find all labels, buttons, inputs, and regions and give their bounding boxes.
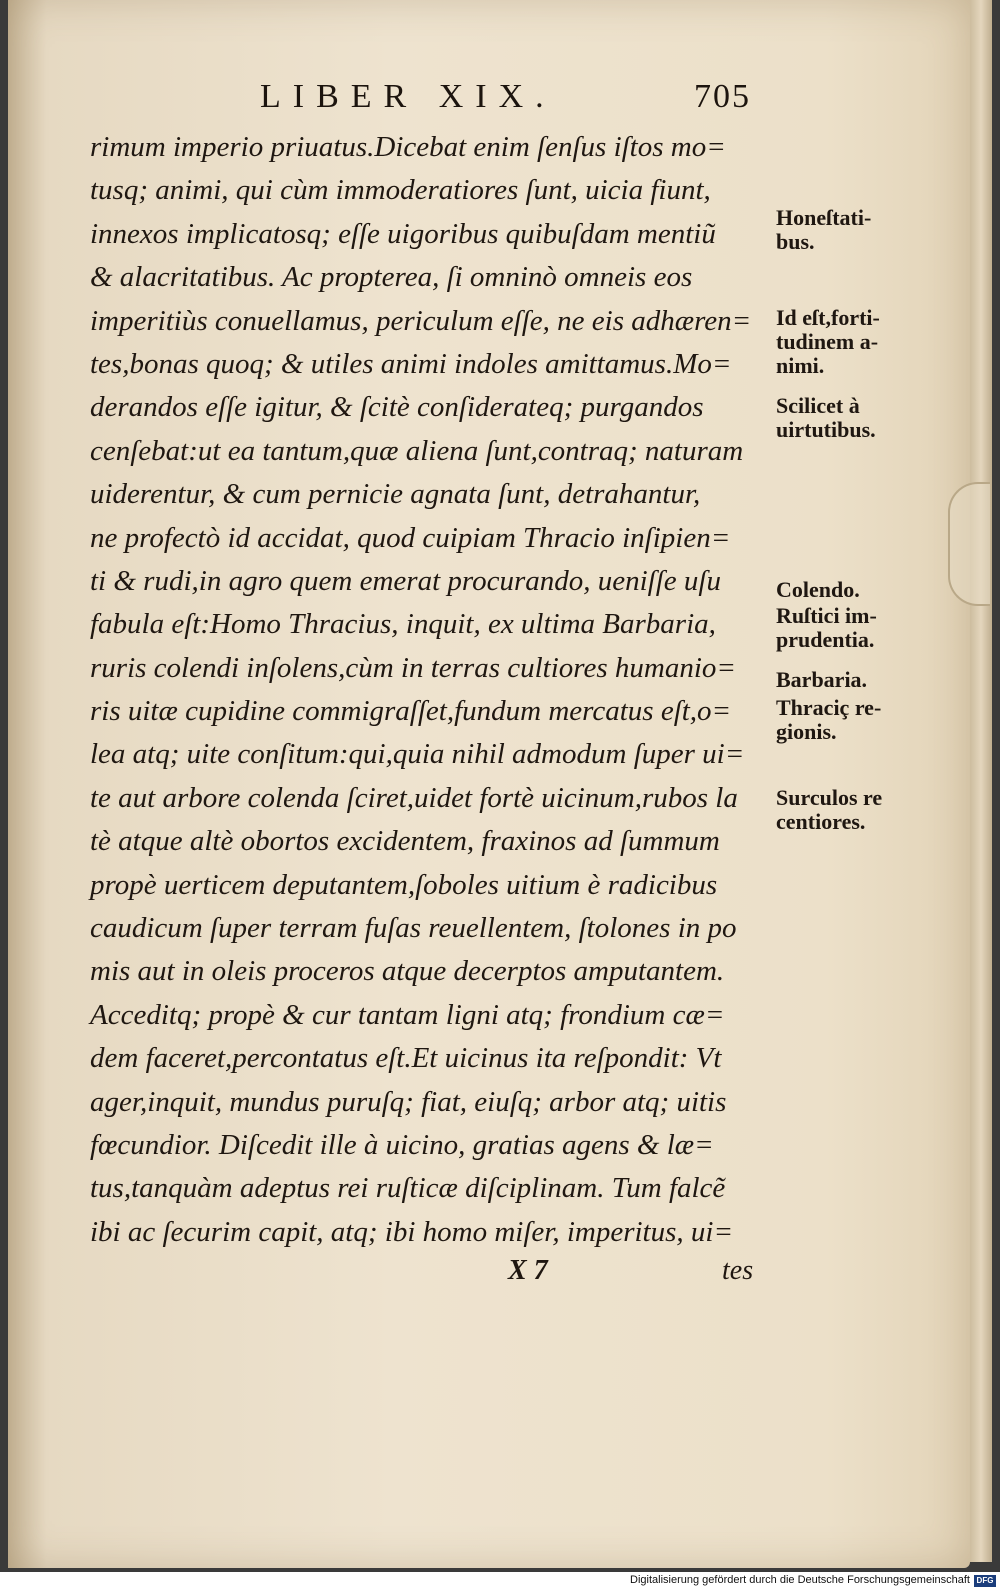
text-line: rimum imperio priuatus.Dicebat enim ſenſus iſtos mo= (90, 131, 726, 163)
marginal-note: Ruſtici im- prudentia. (776, 603, 877, 652)
text-line: tè atque altè obortos excidentem, fraxinos ad ſummum (90, 825, 720, 858)
marginal-note: Scilicet à uirtutibus. (776, 393, 876, 442)
marginal-note: Barbaria. (776, 667, 868, 692)
main-text-block (90, 126, 790, 1254)
page-header (8, 78, 970, 128)
text-line: derandos eſſe igitur, & ſcitè conſiderateq; purgandos (90, 391, 704, 424)
text-line: imperitiùs conuellamus, periculum eſſe, ne eis adhæren= (90, 304, 752, 337)
page-footer (8, 1255, 970, 1295)
text-line: uiderentur, & cum pernicie agnata ſunt, detrahantur, (90, 478, 701, 511)
marginal-note: Thraciç re- gionis. (776, 695, 882, 744)
text-line: cenſebat:ut ea tantum,quæ aliena ſunt,contraq; naturam (90, 434, 744, 467)
text-line: innexos implicatosq; eſſe uigoribus quibuſdam mentiũ (90, 217, 716, 250)
text-line: ruris colendi inſolens,cùm in terras cultiores humanio= (90, 651, 736, 684)
page-number: 705 (694, 78, 751, 115)
catchword: tes (722, 1255, 754, 1286)
book-page (8, 0, 970, 1568)
text-line: lea atq; uite conſitum:qui,quia nihil admodum ſuper ui= (90, 738, 745, 771)
text-line: Acceditq; propè & cur tantam ligni atq; frondium cæ= (90, 998, 725, 1031)
signature-mark: X 7 (508, 1255, 548, 1286)
text-line: caudicum ſuper terram fuſas reuellentem, ſtolones in po (90, 912, 737, 945)
text-line: mis aut in oleis proceros atque decerptos amputantem. (90, 955, 725, 988)
marginal-note: Colendo. (776, 577, 860, 602)
text-line: tus,tanquàm adeptus rei ruſticæ diſciplinam. Tum falcẽ (90, 1172, 726, 1205)
text-line: ager,inquit, mundus puruſq; fiat, eiuſq; arbor atq; uitis (90, 1085, 727, 1118)
page-curl (948, 482, 990, 606)
dfg-logo: DFG (974, 1575, 996, 1587)
text-line: ti & rudi,in agro quem emerat procurando, ueniſſe uſu (90, 564, 721, 597)
text-line: ibi ac ſecurim capit, atq; ibi homo miſer, imperitus, ui= (90, 1215, 734, 1248)
text-line: & alacritatibus. Ac propterea, ſi omninò omneis eos (90, 261, 693, 294)
text-line: propè uerticem deputantem,ſoboles uitium è radicibus (90, 868, 718, 901)
text-line: ris uitæ cupidine commigraſſet,fundum mercatus eſt,o= (90, 695, 732, 728)
text-line: te aut arbore colenda ſciret,uidet fortè uicinum,rubos la (90, 781, 738, 814)
text-line: ne profectò id accidat, quod cuipiam Thracio inſipien= (90, 521, 731, 554)
marginal-note: Surculos re centiores. (776, 785, 883, 834)
page-edge (970, 0, 992, 1562)
text-line: dem faceret,percontatus eſt.Et uicinus ita reſpondit: Vt (90, 1042, 722, 1075)
marginal-note: Honeſtati- bus. (776, 205, 872, 254)
funding-credit: Digitalisierung gefördert durch die Deutsche Forschungsgemeinschaft (630, 1574, 970, 1586)
text-line: fœcundior. Diſcedit ille à uicino, gratias agens & læ= (90, 1128, 714, 1161)
text-line: tes,bonas quoq; & utiles animi indoles amittamus.Mo= (90, 347, 732, 380)
text-line: fabula eſt:Homo Thracius, inquit, ex ultima Barbaria, (90, 608, 716, 641)
text-line: tusq; animi, qui cùm immoderatiores ſunt, uicia fiunt, (90, 174, 711, 207)
marginal-note: Id eſt,forti- tudinem a- nimi. (776, 305, 880, 378)
running-head: LIBER XIX. (260, 78, 556, 115)
credit-bar (0, 1572, 1000, 1591)
